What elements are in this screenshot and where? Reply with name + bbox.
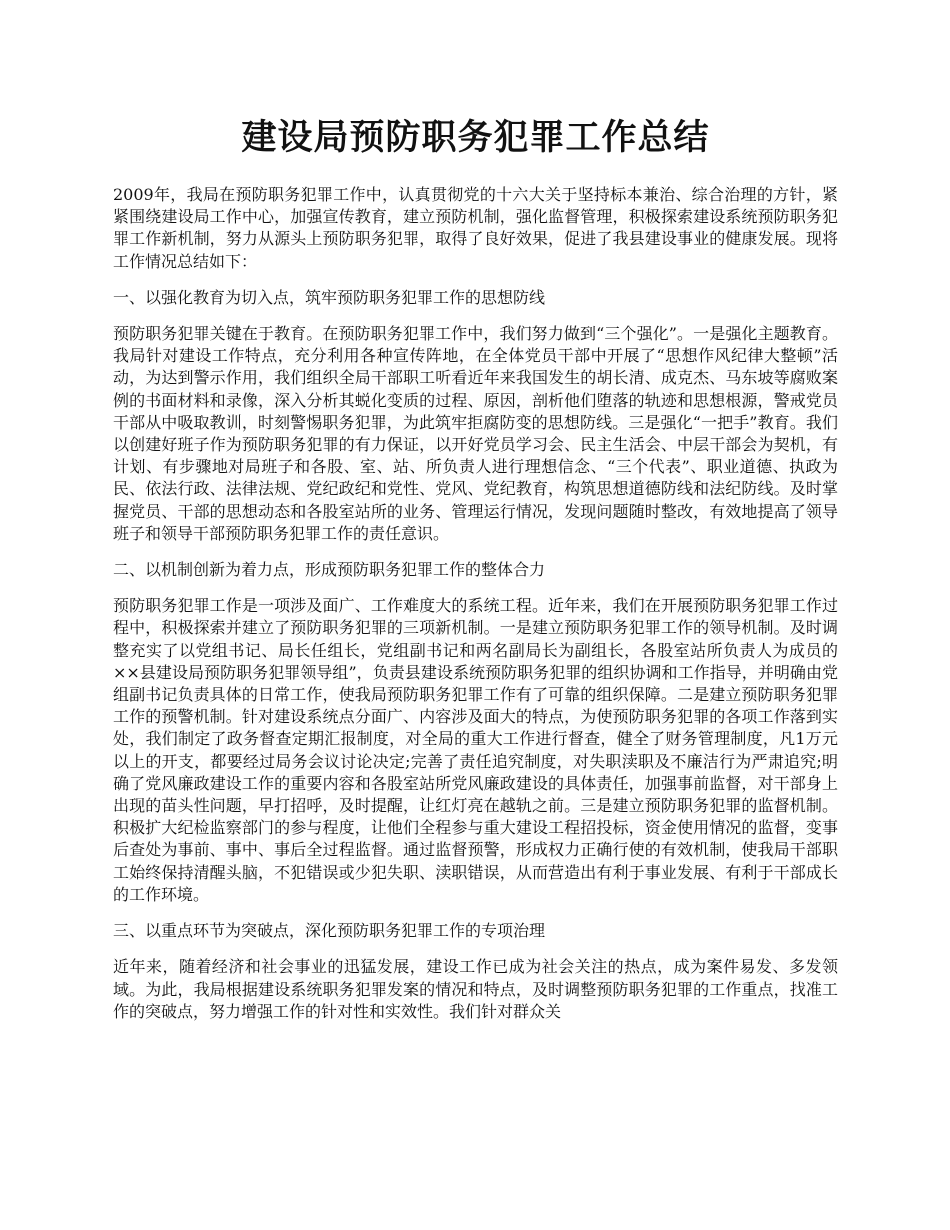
section-2-heading: 二、以机制创新为着力点，形成预防职务犯罪工作的整体合力 xyxy=(113,560,546,580)
section-1-heading: 一、以强化教育为切入点，筑牢预防职务犯罪工作的思想防线 xyxy=(113,287,546,307)
section-3-heading: 三、以重点环节为突破点，深化预防职务犯罪工作的专项治理 xyxy=(113,921,546,941)
section-1-body: 预防职务犯罪关键在于教育。在预防职务犯罪工作中，我们努力做到“三个强化”。一是强化主题教育。我局针对建设工作特点，充分利用各种宣传阵地，在全体党员干部中开展了“思想作风纪律大整顿”活动，为达到警示作用，我们组织全局干部职工听看近年来我国发生的胡长清、成克杰、马东坡等腐败案例的书面材料和录像，深入分析其蜕化变质的过程、原因，剖析他们堕落的轨迹和思想根源，警戒党员干部从中吸取教训，时刻警惕职务犯罪，为此筑牢拒腐防变的思想防线。三是强化“一把手”教育。我们以创建好班子作为预防职务犯罪的有力保证，以开好党员学习会、民主生活会、中层干部会为契机，有计划、有步骤地对局班子和各股、室、站、所负责人进行理想信念、“三个代表”、职业道德、执政为民、依法行政、法律法规、党纪政纪和党性、党风、党纪教育，构筑思想道德防线和法纪防线。及时掌握党员、干部的思想动态和各股室站所的业务、管理运行情况，发现问题随时整改，有效地提高了领导班子和领导干部预防职务犯罪工作的责任意识。 xyxy=(113,324,838,543)
intro-paragraph: 2009年，我局在预防职务犯罪工作中，认真贯彻党的十六大关于坚持标本兼治、综合治理的方针，紧紧围绕建设局工作中心，加强宣传教育，建立预防机制，强化监督管理，积极探索建设系统预防职务犯罪工作新机制，努力从源头上预防职务犯罪，取得了良好效果，促进了我县建设事业的健康发展。现将工作情况总结如下： xyxy=(113,185,838,271)
section-2-body: 预防职务犯罪工作是一项涉及面广、工作难度大的系统工程。近年来，我们在开展预防职务犯罪工作过程中，积极探索并建立了预防职务犯罪的三项新机制。一是建立预防职务犯罪工作的领导机制。及时调整充实了以党组书记、局长任组长，党组副书记和两名副局长为副组长，各股室站所负责人为成员的××县建设局预防职务犯罪领导组”，负责县建设系统预防职务犯罪的组织协调和工作指导，并明确由党组副书记负责具体的日常工作，使我局预防职务犯罪工作有了可靠的组织保障。二是建立预防职务犯罪工作的预警机制。针对建设系统点分面广、内容涉及面大的特点，为使预防职务犯罪的各项工作落到实处，我们制定了政务督查定期汇报制度，对全局的重大工作进行督查，健全了财务管理制度，凡1万元以上的开支，都要经过局务会议讨论决定;完善了责任追究制度，对失职渎职及不廉洁行为严肃追究;明确了党风廉政建设工作的重要内容和各股室站所党风廉政建设的具体责任，加强事前监督，对干部身上出现的苗头性问题，早打招呼，及时提醒，让红灯亮在越轨之前。三是建立预防职务犯罪的监督机制。积极扩大纪检监察部门的参与程度，让他们全程参与重大建设工程招投标，资金使用情况的监督，变事后查处为事前、事中、事后全过程监督。通过监督预警，形成权力正确行使的有效机制，使我局干部职工始终保持清醒头脑，不犯错误或少犯失职、渎职错误，从而营造出有利于事业发展、有利于干部成长的工作环境。 xyxy=(113,596,838,904)
document-page xyxy=(113,0,838,1023)
section-3-body: 近年来，随着经济和社会事业的迅猛发展，建设工作已成为社会关注的热点，成为案件易发、多发领域。为此，我局根据建设系统职务犯罪发案的情况和特点，及时调整预防职务犯罪的工作重点，找准工作的突破点，努力增强工作的针对性和实效性。我们针对群众关 xyxy=(113,957,838,1021)
document-title: 建设局预防职务犯罪工作总结 xyxy=(241,117,710,158)
